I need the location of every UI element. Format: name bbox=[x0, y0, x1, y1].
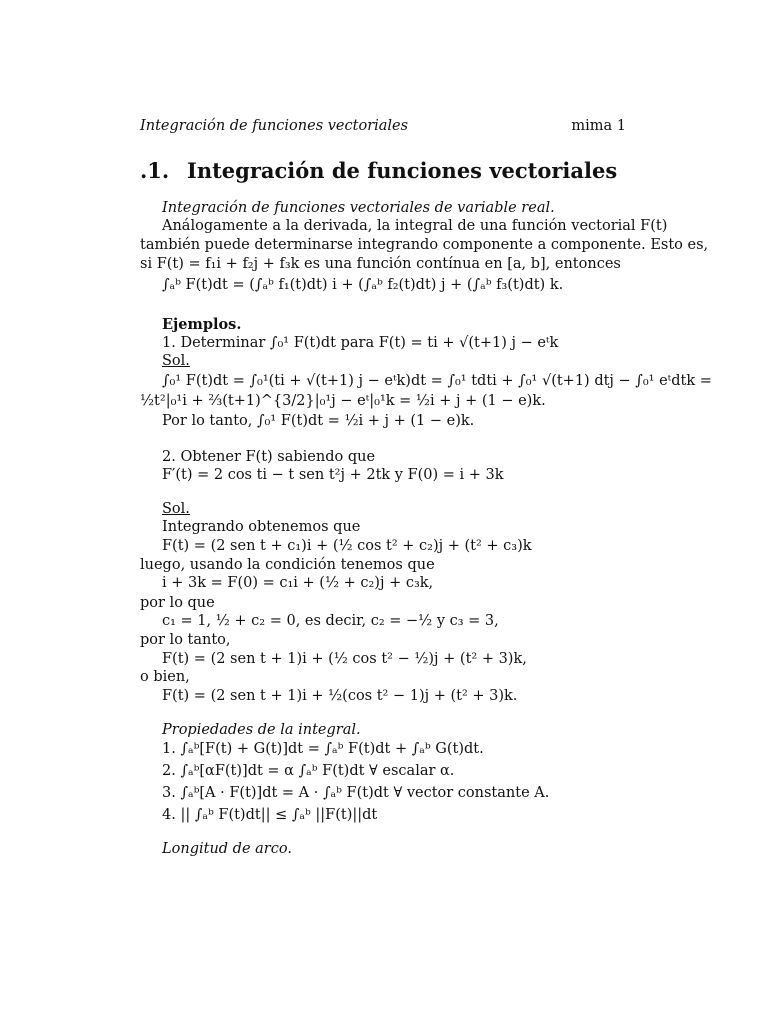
example-2-line-3: luego, usando la condición tenemos que bbox=[140, 557, 435, 573]
example-2-line-4: i + 3k = F(0) = c₁i + (½ + c₂)j + c₃k, bbox=[162, 575, 434, 591]
example-2-question: 2. Obtener F(t) sabiendo que bbox=[162, 449, 376, 465]
example-1-line-1: ∫₀¹ F(t)dt = ∫₀¹(ti + √(t+1) j − eᵗk)dt = ∫₀¹ tdti + ∫₀¹ √(t+1) dtj − ∫₀¹ eᵗdtk = bbox=[162, 373, 712, 389]
example-2-line-6: c₁ = 1, ½ + c₂ = 0, es decir, c₂ = −½ y c₃ = 3, bbox=[162, 613, 499, 629]
intro-line-3: si F(t) = f₁i + f₂j + f₃k es una función contínua en [a, b], entonces bbox=[140, 256, 621, 272]
example-2-line-10: F(t) = (2 sen t + 1)i + ½(cos t² − 1)j + (t² + 3)k. bbox=[162, 688, 518, 704]
example-2-line-5: por lo que bbox=[140, 595, 215, 611]
example-1-sol-label: Sol. bbox=[162, 353, 190, 369]
properties-heading: Propiedades de la integral. bbox=[162, 722, 361, 738]
intro-line-2: también puede determinarse integrando componente a componente. Esto es, bbox=[140, 237, 709, 253]
intro-subtitle: Integración de funciones vectoriales de variable real. bbox=[162, 200, 555, 216]
section-number: .1. bbox=[140, 158, 170, 183]
example-2-line-8: F(t) = (2 sen t + 1)i + (½ cos t² − ½)j + (t² + 3)k, bbox=[162, 651, 527, 667]
intro-formula: ∫ₐᵇ F(t)dt = (∫ₐᵇ f₁(t)dt) i + (∫ₐᵇ f₂(t)dt) j + (∫ₐᵇ f₃(t)dt) k. bbox=[162, 277, 564, 293]
running-header-title: Integración de funciones vectoriales bbox=[140, 118, 409, 134]
example-1-line-2: ½t²|₀¹i + ⅔(t+1)^{3/2}|₀¹j − eᵗ|₀¹k = ½i + j + (1 − e)k. bbox=[140, 393, 546, 409]
arc-length-heading: Longitud de arco. bbox=[162, 841, 292, 857]
section-title: Integración de funciones vectoriales bbox=[187, 158, 618, 183]
property-1: 1. ∫ₐᵇ[F(t) + G(t)]dt = ∫ₐᵇ F(t)dt + ∫ₐᵇ G(t)dt. bbox=[162, 741, 484, 757]
example-2-given: F′(t) = 2 cos ti − t sen t²j + 2tk y F(0) = i + 3k bbox=[162, 467, 504, 483]
property-2: 2. ∫ₐᵇ[αF(t)]dt = α ∫ₐᵇ F(t)dt ∀ escalar α. bbox=[162, 763, 455, 779]
example-2-line-9: o bien, bbox=[140, 669, 190, 685]
example-1-line-3: Por lo tanto, ∫₀¹ F(t)dt = ½i + j + (1 − e)k. bbox=[162, 413, 475, 429]
property-4: 4. || ∫ₐᵇ F(t)dt|| ≤ ∫ₐᵇ ||F(t)||dt bbox=[162, 807, 378, 823]
running-header-page: mima 1 bbox=[571, 118, 626, 134]
intro-line-1: Análogamente a la derivada, la integral de una función vectorial F(t) bbox=[162, 218, 668, 234]
example-1-question: 1. Determinar ∫₀¹ F(t)dt para F(t) = ti + √(t+1) j − eᵗk bbox=[162, 335, 559, 351]
examples-heading: Ejemplos. bbox=[162, 316, 242, 333]
example-2-line-1: Integrando obtenemos que bbox=[162, 519, 361, 535]
example-2-line-2: F(t) = (2 sen t + c₁)i + (½ cos t² + c₂)j + (t² + c₃)k bbox=[162, 538, 532, 554]
example-2-line-7: por lo tanto, bbox=[140, 632, 231, 648]
section-heading bbox=[140, 158, 617, 184]
example-2-sol-label: Sol. bbox=[162, 501, 190, 517]
property-3: 3. ∫ₐᵇ[A · F(t)]dt = A · ∫ₐᵇ F(t)dt ∀ vector constante A. bbox=[162, 785, 550, 801]
